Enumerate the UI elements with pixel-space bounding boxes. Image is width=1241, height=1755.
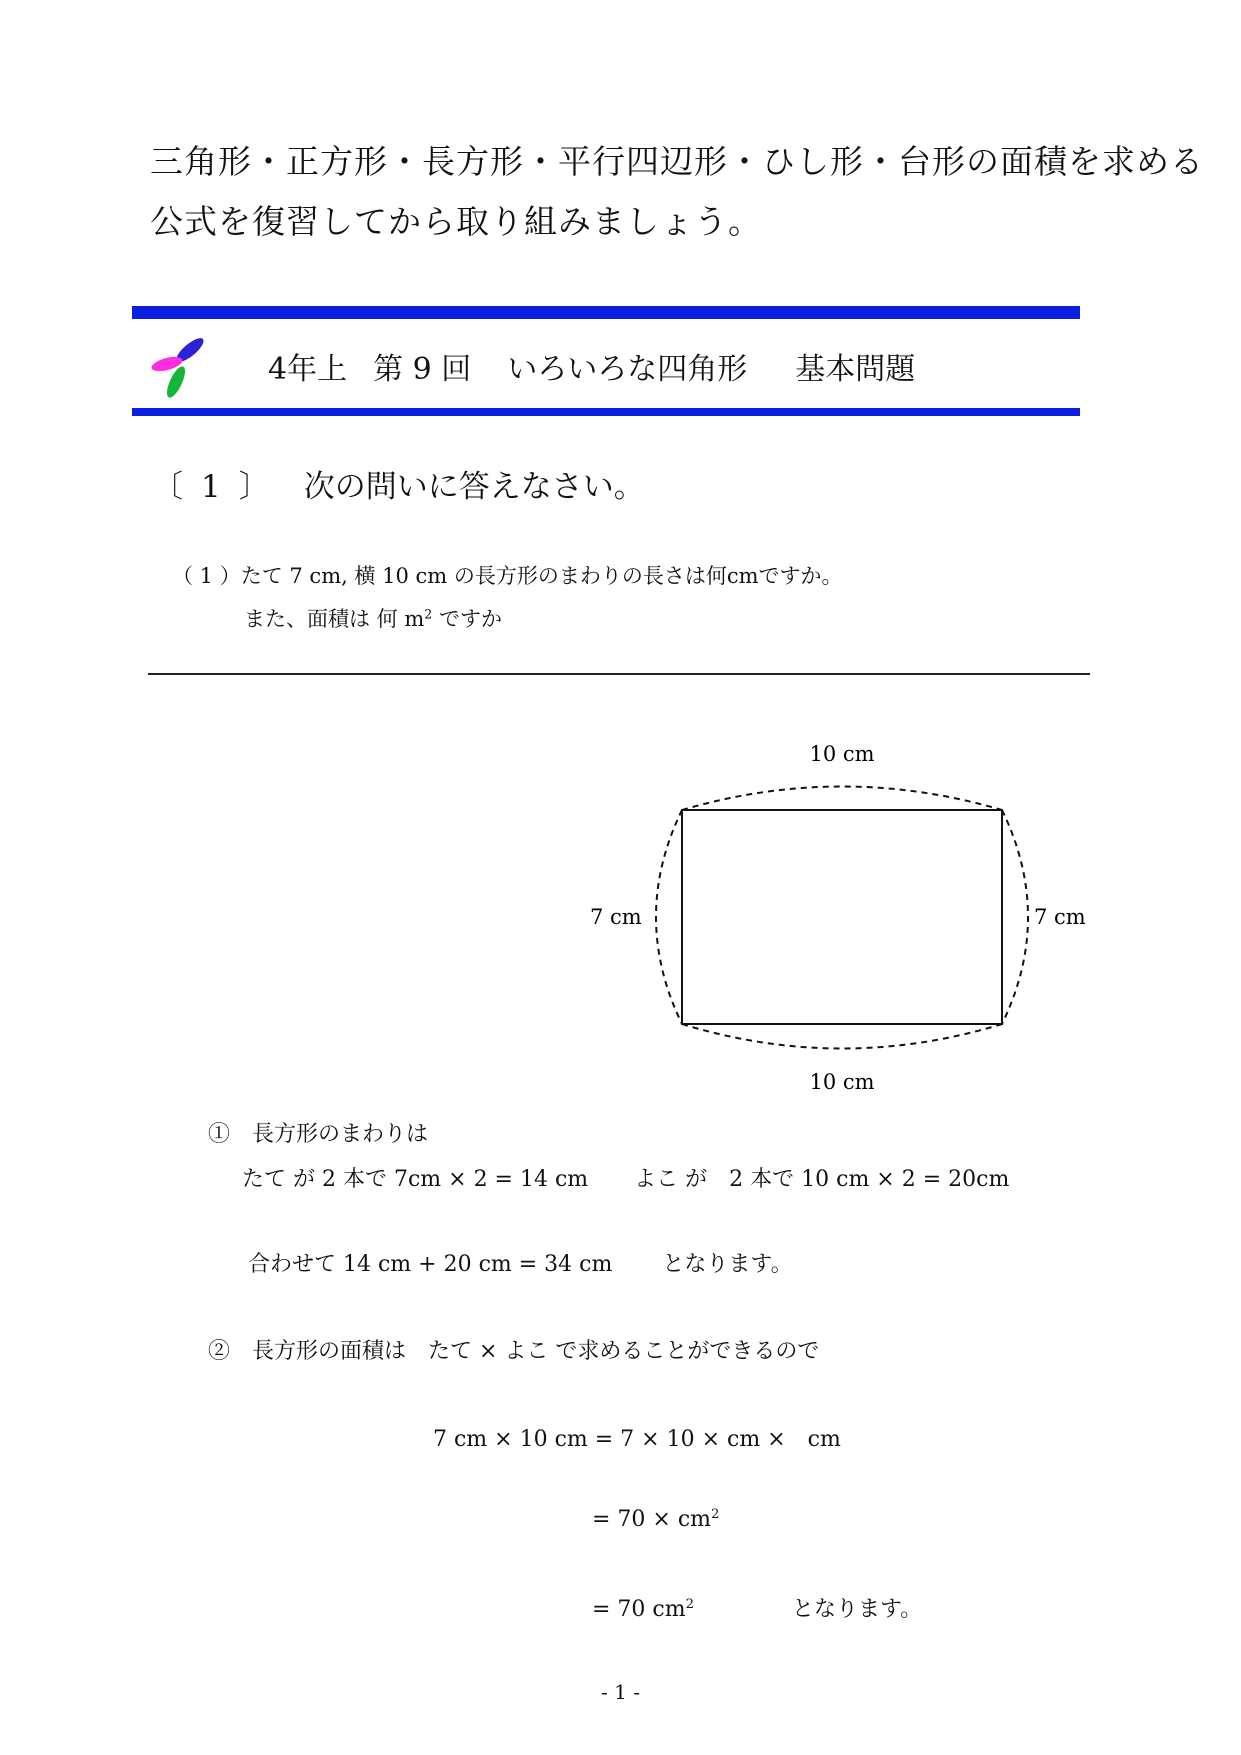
tate-calculation: たて が 2 本で 7cm × 2 = 14 cm [242, 1167, 589, 1192]
bottom-length-label: 10 cm [809, 1070, 875, 1094]
superscript-2: 2 [685, 1597, 694, 1613]
page-title [268, 344, 915, 388]
top-length-label: 10 cm [809, 742, 875, 766]
topic-label: いろいろな四角形 [507, 352, 748, 387]
bracket-open: 〔 [152, 469, 183, 505]
left-dimension-arc [656, 810, 682, 1024]
header-top-bar [132, 306, 1080, 319]
header-bottom-bar [132, 408, 1080, 416]
question-label: （ 1 ） [172, 564, 241, 588]
superscript-2: 2 [711, 1507, 720, 1523]
bracket-close: 〕 [238, 469, 270, 505]
step-1-conclusion: となります。 [662, 1252, 793, 1277]
step-1-calculation [242, 1162, 1009, 1193]
section-instruction: 次の問いに答えなさい。 [303, 469, 645, 505]
step-2-title: ② 長方形の面積は たて × よこ で求めることができるので [208, 1339, 820, 1364]
yoko-calculation: よこ が 2 本で 10 cm × 2 = 20cm [634, 1167, 1010, 1192]
question-text: たて 7 cm, 横 10 cm の長方形のまわりの長さは何cmですか。 [240, 564, 843, 588]
superscript-2: 2 [424, 606, 433, 622]
right-dimension-arc [1002, 810, 1028, 1024]
intro-line-2: 公式を復習してから取り組みましょう。 [150, 202, 762, 241]
area-equation-2 [592, 1507, 719, 1532]
answer-divider [148, 673, 1090, 675]
level-label: 基本問題 [795, 352, 916, 387]
subquestion-text: また、面積は 何 m [244, 607, 425, 631]
intro-line-1: 三角形・正方形・長方形・平行四辺形・ひし形・台形の面積を求める [150, 142, 1204, 181]
subquestion-suffix: ですか [432, 607, 502, 631]
step-1-title: ① 長方形のまわりは [208, 1122, 429, 1147]
bottom-dimension-arc [682, 1024, 1002, 1049]
rectangle-diagram [570, 725, 1090, 1105]
step-2-conclusion: となります。 [792, 1597, 923, 1622]
equation-3-text: = 70 cm [592, 1597, 686, 1622]
section-heading [152, 461, 645, 506]
section-number: 1 [201, 469, 221, 505]
equation-2-text: = 70 × cm [592, 1507, 712, 1532]
area-equation-1: 7 cm × 10 cm = 7 × 10 × cm × cm [433, 1427, 841, 1452]
question-1 [172, 560, 843, 590]
grade-label: 4年上 [268, 352, 348, 387]
question-1-subquestion [244, 603, 502, 633]
step-1-sum [248, 1247, 793, 1278]
left-length-label: 7 cm [590, 905, 642, 929]
area-equation-3 [592, 1592, 922, 1623]
sum-calculation: 合わせて 14 cm + 20 cm = 34 cm [248, 1252, 613, 1277]
rectangle [682, 810, 1002, 1024]
page-number: - 1 - [601, 1680, 640, 1704]
school-logo [148, 330, 212, 398]
top-dimension-arc [682, 787, 1002, 811]
lesson-label: 第 9 回 [373, 352, 472, 387]
right-length-label: 7 cm [1034, 905, 1086, 929]
